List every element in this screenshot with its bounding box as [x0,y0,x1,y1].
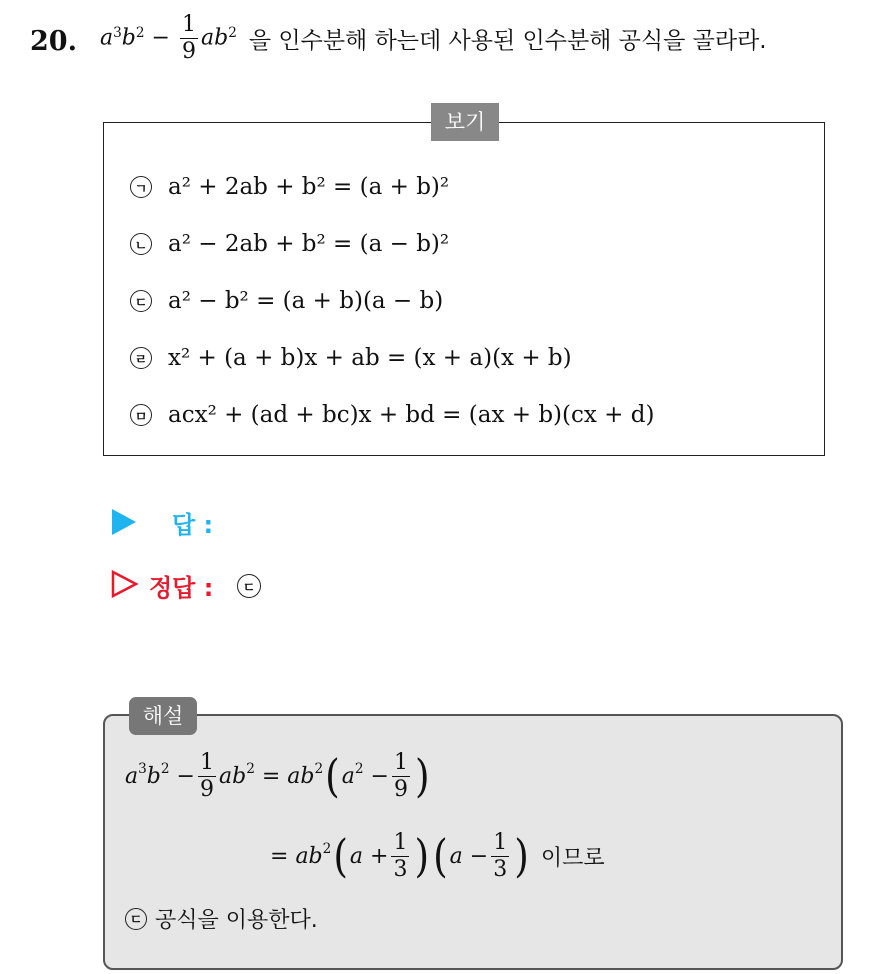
solution-conclusion: 공식을 이용한다. [155,908,318,933]
solution-line-2: = ab $^2$ ( a + $\frac{1}{3}$ ) ( a − $\frac{1}{3}$ ) 이므로 [270,829,605,883]
option-4 [130,345,572,371]
option-expr: acx² + (ad + bc)x + bd = (ax + b)(cx + d) [168,402,655,428]
answer-arrow-icon [112,509,136,535]
option-2 [130,231,449,257]
correct-arrow-icon [111,570,139,598]
question-math: $a^3b^2$ − $\frac{1}{9}$ $ab^2$ [100,12,237,64]
option-expr: a² − 2ab + b² = (a − b)² [168,231,450,257]
option-expr: x² + (a + b)x + ab = (x + a)(x + b) [168,345,572,371]
option-5 [130,402,654,428]
correct-answer-mark: ㄷ [237,574,261,598]
solution-suffix: 이므로 [540,846,605,871]
answer-label: 답 : [172,511,214,539]
option-mark: ㄱ [130,176,152,198]
solution-line-1: a $^3$ b $^2$ − $\frac{1}{9}$ ab $^2$ = ab $^2$ ( a $^2$ − $\frac{1}{9}$ ) [125,749,430,803]
option-mark: ㄷ [130,290,152,312]
option-expr: a² + 2ab + b² = (a + b)² [168,174,450,200]
question-expression [100,14,767,63]
option-1 [130,174,449,200]
solution-mark: ㄷ [125,908,147,930]
question-text: 을 인수분해 하는데 사용된 인수분해 공식을 골라라. [248,28,767,54]
option-mark: ㄹ [130,347,152,369]
option-mark: ㄴ [130,233,152,255]
option-mark: ㅁ [130,404,152,426]
option-3 [130,288,443,314]
solution-line-3 [125,903,318,934]
correct-answer-label: 정답 : [149,574,214,602]
option-expr: a² − b² = (a + b)(a − b) [168,288,444,314]
solution-title: 해설 [129,697,197,735]
bogi-title: 보기 [431,103,499,141]
question-number: 20. [30,26,77,57]
